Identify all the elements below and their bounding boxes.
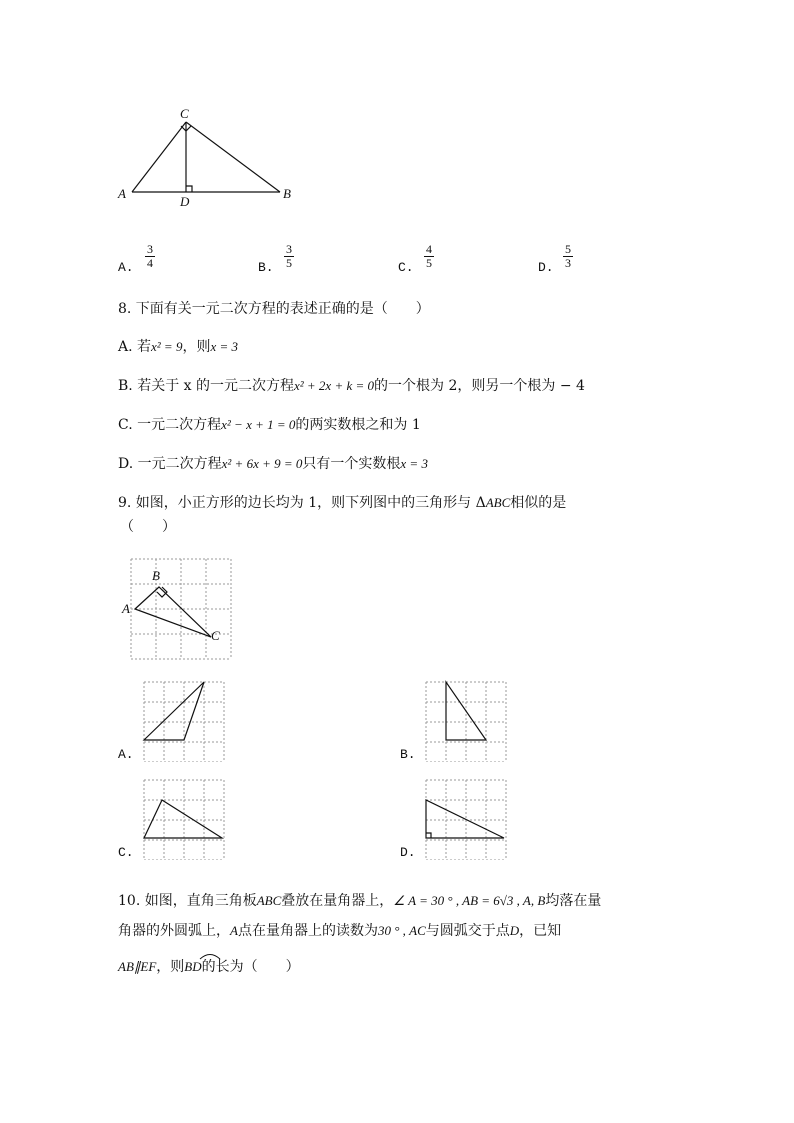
q7-fraction-b: $\frac{3}{5}$ [286,242,292,270]
q9-option-a-label[interactable]: A. [118,747,134,762]
q10-line1: 10. 如图，直角三角板ABC叠放在量角器上，∠ A = 30 ° , AB = 6√3 , A, B均落在量 [118,893,602,909]
q9-option-b-figure[interactable] [422,680,512,762]
q10-line3: AB∥EF，则BD的长为（ ） [118,956,300,976]
q9-option-d-label[interactable]: D. [400,845,416,860]
q7-fraction-d: $\frac{5}{3}$ [565,242,571,270]
q7-option-d[interactable]: D. [538,260,554,275]
segment-ac [132,122,186,192]
q9-option-c-figure[interactable] [140,778,230,860]
q9-option-b-label[interactable]: B. [400,747,416,762]
q8-option-b[interactable]: B. 若关于 x 的一元二次方程x² + 2x + k = 0的一个根为 2，则另一个根为 − 4 [118,378,585,394]
right-angle-mark-d [186,186,192,192]
q7-fraction-c: $\frac{4}{5}$ [426,242,432,270]
arc-symbol-icon [198,950,222,960]
q8-option-d[interactable]: D. 一元二次方程x² + 6x + 9 = 0只有一个实数根x = 3 [118,456,428,472]
q9-stem-line2: （ ） [120,519,176,535]
label-d: D [180,194,190,209]
q9-stem-line1: 9. 如图，小正方形的边长均为 1，则下列图中的三角形与 ΔABC相似的是 [118,495,567,511]
q10-line2: 角器的外圆弧上，A点在量角器上的读数为30 ° , AC与圆弧交于点D，已知 [118,923,562,939]
right-angle-mark-b [157,587,167,597]
option-a-triangle [144,682,204,740]
q9-option-a-figure[interactable] [140,680,230,762]
option-d-right-angle-mark [426,833,431,838]
q8-stem: 8. 下面有关一元二次方程的表述正确的是（ ） [118,301,430,317]
q7-fraction-a: $\frac{3}{4}$ [147,242,153,270]
q7-option-c[interactable]: C. [398,260,414,275]
q7-figure [110,100,310,210]
q7-option-a[interactable]: A. [118,260,134,275]
label-c: C [211,628,220,643]
label-c: C [180,106,189,121]
label-b: B [283,186,291,201]
q7-option-b[interactable]: B. [258,260,274,275]
label-a: A [122,601,130,616]
label-b: B [152,568,160,583]
q9-reference-grid [131,559,231,659]
arc-bd: BD [184,959,202,974]
q9-reference-figure [116,552,240,662]
q8-option-c[interactable]: C. 一元二次方程x² − x + 1 = 0的两实数根之和为 1 [118,417,421,433]
segment-bc [186,122,280,192]
q9-option-d-figure[interactable] [422,778,512,860]
q9-option-c-label[interactable]: C. [118,845,134,860]
option-c-triangle [144,800,222,838]
option-d-triangle [426,800,504,838]
label-a: A [118,186,126,201]
q8-option-a[interactable]: A. 若x² = 9，则x = 3 [118,339,239,355]
triangle-abc [135,587,211,637]
